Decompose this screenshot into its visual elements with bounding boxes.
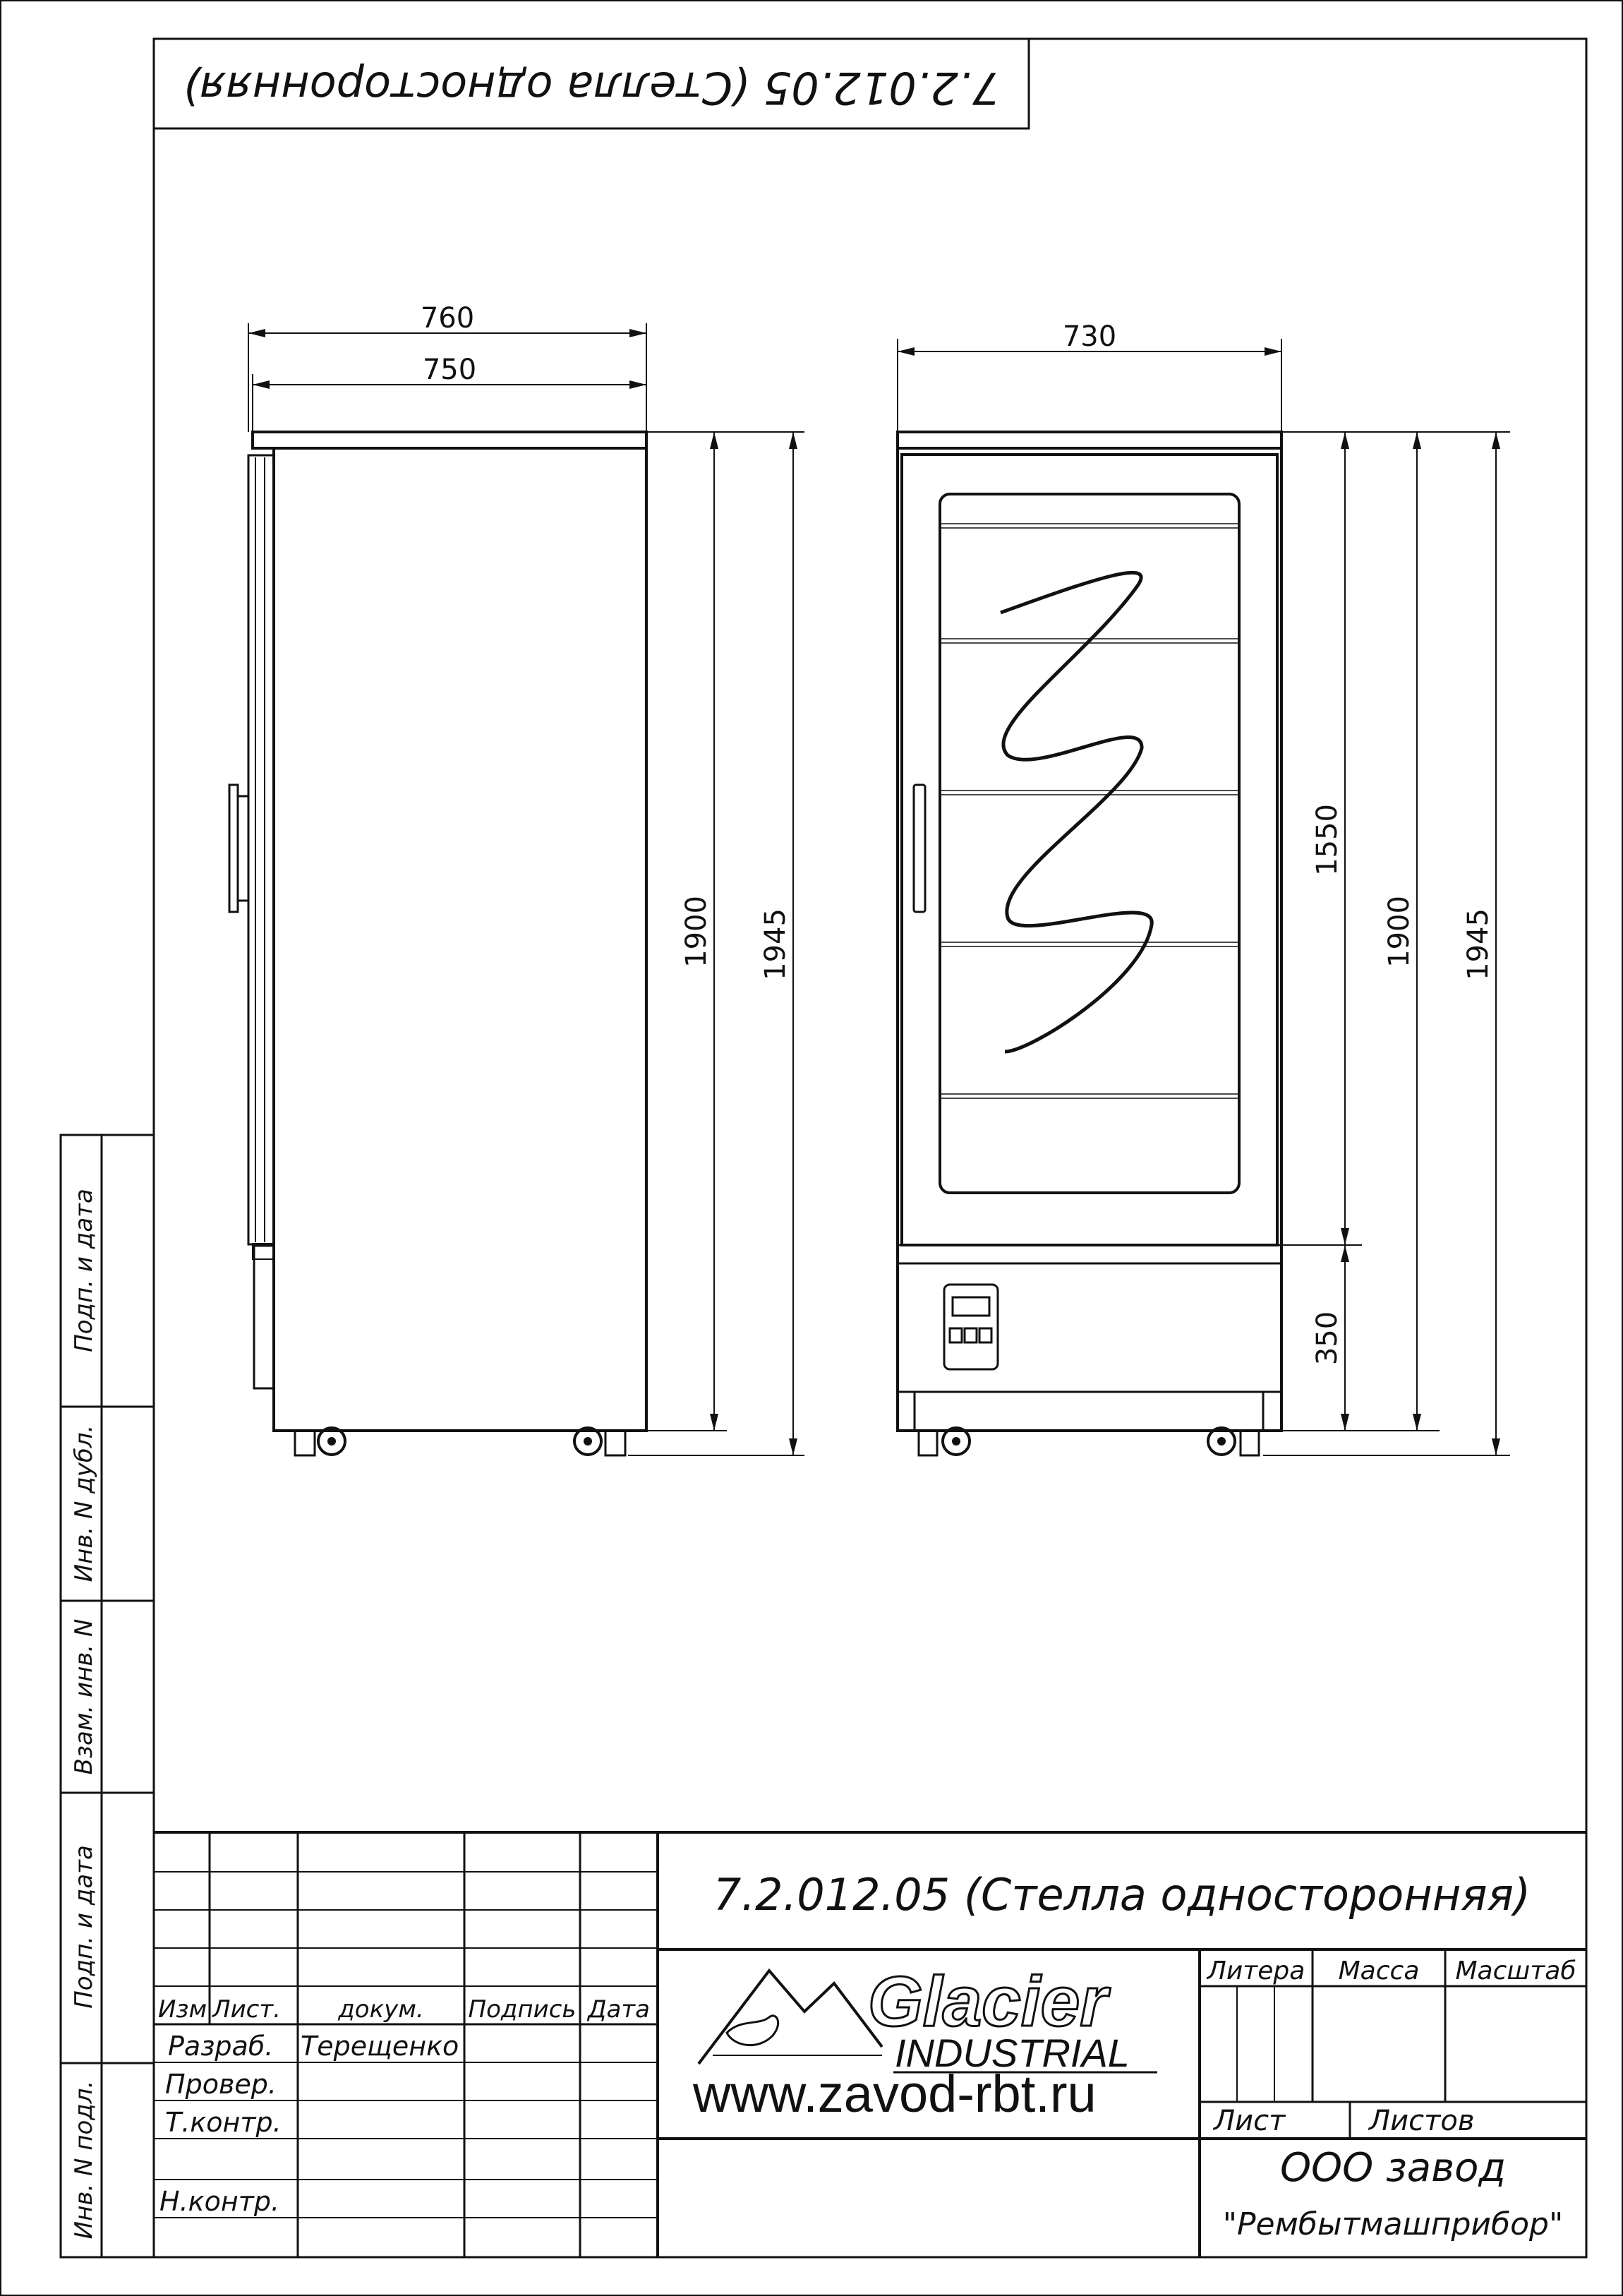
- strip-vzam-inv: Взам. инв. N: [70, 1618, 98, 1775]
- glacier-logo: [692, 1962, 1157, 2123]
- side-view: [229, 302, 804, 1455]
- front-view-door: [902, 455, 1277, 1245]
- company-line-1: ООО завод: [1279, 2145, 1507, 2191]
- role-n-kontr: Н.контр.: [159, 2186, 280, 2217]
- front-dim-1945-label: 1945: [1462, 908, 1495, 980]
- control-button-1: [950, 1328, 962, 1342]
- hdr-list: Лист.: [212, 1995, 281, 2024]
- mountain-icon: [699, 1971, 882, 2064]
- front-view-door-handle: [914, 785, 925, 912]
- label-list: Лист: [1214, 2105, 1286, 2137]
- document-title: 7.2.012.05 (Стелла односторонняя): [713, 1869, 1531, 1921]
- label-litera: Литера: [1207, 1957, 1305, 1985]
- logo-brand: Glacier: [868, 1962, 1108, 2041]
- side-dim-1945-label: 1945: [759, 908, 792, 980]
- strip-inv-dubl: Инв. N дубл.: [70, 1424, 98, 1582]
- outer-sheet-border: [1, 1, 1622, 2295]
- front-view-top-cap: [898, 432, 1281, 448]
- left-side-strip: [61, 1135, 154, 2257]
- side-dim-1900-label: 1900: [680, 896, 713, 968]
- control-button-2: [965, 1328, 977, 1342]
- hdr-dokum: докум.: [338, 1995, 424, 2024]
- side-view-lower-panel: [254, 1246, 274, 1388]
- front-view-body: [898, 448, 1281, 1431]
- front-dim-1550: [1311, 432, 1349, 1245]
- front-dim-1550-label: 1550: [1311, 804, 1344, 876]
- hdr-data: Дата: [587, 1995, 651, 2024]
- front-view-glass-reflection: [1001, 572, 1152, 1052]
- control-display: [953, 1297, 989, 1316]
- side-dim-1945: [628, 432, 804, 1455]
- front-view-control-panel: [944, 1285, 998, 1369]
- front-view: [898, 320, 1510, 1455]
- hdr-podpis: Подпись: [468, 1995, 577, 2024]
- logo-website: www.zavod-rbt.ru: [693, 2064, 1097, 2123]
- strip-podp-data-1: Подп. и дата: [70, 1189, 98, 1352]
- top-code-stamp-text: 7.2.012.05 (Стелла односторонняя): [182, 61, 1001, 114]
- company-line-2: "Рембытмашприбор": [1222, 2206, 1564, 2242]
- side-view-door-handle: [229, 785, 248, 912]
- strip-inv-podl: Инв. N подл.: [70, 2080, 98, 2240]
- hdr-izm: Изм: [158, 1995, 207, 2024]
- side-view-top-cap: [253, 432, 646, 448]
- front-dim-730: [898, 320, 1281, 432]
- side-dim-750: [253, 354, 646, 432]
- title-block: [154, 1832, 1586, 2257]
- drawing-frame: [154, 39, 1586, 2257]
- control-button-3: [979, 1328, 991, 1342]
- front-dim-1945: [1462, 432, 1500, 1455]
- side-dim-750-label: 750: [422, 354, 477, 386]
- front-view-glass: [940, 494, 1239, 1193]
- side-dim-1900: [646, 432, 727, 1431]
- top-code-stamp: [154, 39, 1029, 128]
- front-dim-1900-label: 1900: [1383, 896, 1416, 968]
- role-razrab: Разраб.: [168, 2031, 274, 2062]
- role-t-kontr: Т.контр.: [165, 2107, 282, 2138]
- label-listov: Листов: [1369, 2105, 1475, 2137]
- label-masshtab: Масштаб: [1455, 1957, 1576, 1985]
- label-massa: Масса: [1338, 1957, 1420, 1985]
- side-view-door: [248, 455, 274, 1244]
- front-dim-1900: [1383, 432, 1421, 1431]
- side-dim-760-label: 760: [420, 302, 475, 335]
- strip-podp-data-2: Подп. и дата: [70, 1845, 98, 2009]
- developer-name: Терещенко: [301, 2031, 459, 2062]
- front-dim-730-label: 730: [1062, 320, 1117, 353]
- logo-subbrand: INDUSTRIAL: [895, 2031, 1130, 2075]
- front-dim-350: [1311, 1245, 1349, 1431]
- front-dim-350-label: 350: [1311, 1311, 1344, 1366]
- side-view-body: [274, 448, 646, 1431]
- role-prover: Провер.: [165, 2069, 277, 2100]
